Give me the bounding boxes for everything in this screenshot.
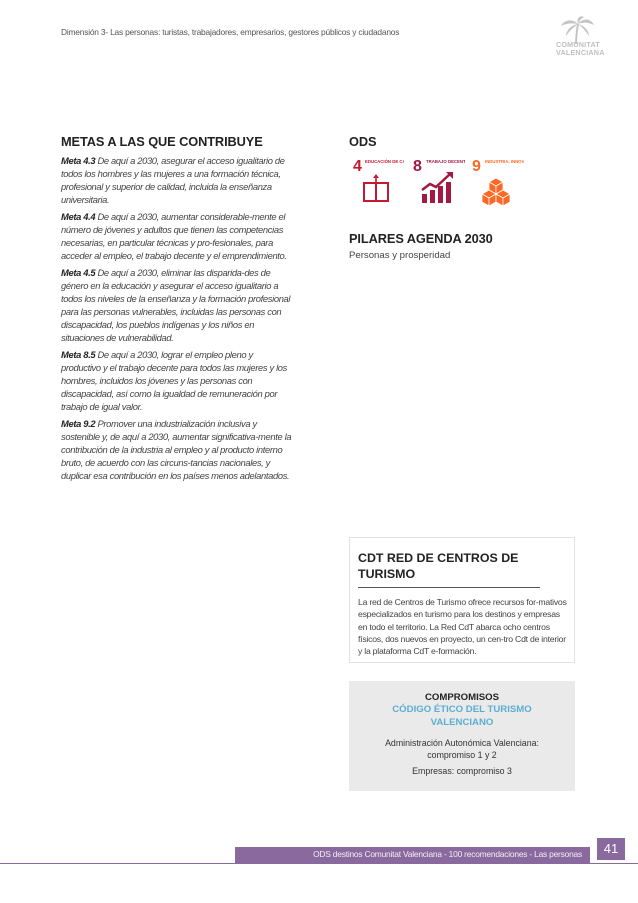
- meta-text: De aquí a 2030, aumentar considerable-mente el número de jóvenes y adultos que tienen las competencias necesarias, en particular técnicas y pro-fesionales, para acceder al empleo, el trabajo decente y el emprendimiento.: [61, 211, 287, 261]
- metas-list: [61, 155, 294, 487]
- cdt-text: La red de Centros de Turismo ofrece recursos for-mativos especializados en turismo para los destinos y empresas en todo el territorio. La Red CdT abarca ocho centros físicos, dos nuevos en proyecto, un cen-tro Cdt de interior y la plataforma CdT e-formación.: [358, 597, 567, 657]
- meta-id: Meta 8.5: [61, 349, 96, 361]
- footer-bar: [235, 847, 590, 863]
- sdg-label: TRABAJO DECENT: [426, 159, 465, 164]
- logo-line-2: VALENCIANA: [556, 48, 605, 57]
- cdt-box: [349, 537, 575, 663]
- sdg-8-tile: [410, 154, 465, 209]
- cdt-title: CDT RED DE CENTROS DE TURISMO: [358, 550, 540, 588]
- sdg-number: 4: [353, 158, 362, 175]
- compromisos-line-1: Administración Autonómica Valenciana: compromiso 1 y 2: [385, 738, 539, 760]
- sdg-9-tile: [469, 154, 524, 209]
- meta-item: [61, 267, 294, 344]
- book-icon: [363, 174, 389, 202]
- cubes-icon: [482, 178, 510, 206]
- page-number: 41: [597, 838, 625, 860]
- meta-id: Meta 4.3: [61, 155, 96, 166]
- meta-text: De aquí a 2030, asegurar el acceso igualitario de todos los hombres y las mujeres a una formación técnica, profesional y superior de calidad, incluida la enseñanza universitaria.: [61, 155, 285, 205]
- compromisos-line-2: Empresas: compromiso 3: [412, 766, 512, 776]
- meta-text: De aquí a 2030, lograr el empleo pleno y productivo y el trabajo decente para todos las mujeres y los hombres, incluidos los jóvenes y las personas con discapacidad, así como la igualdad de remuneración por trabajo de igual valor.: [61, 349, 288, 412]
- ods-title: ODS: [349, 134, 377, 149]
- sdg-label: EDUCACIÓN DE C: [365, 159, 403, 164]
- comunitat-valenciana-logo: [540, 16, 610, 64]
- running-header: Dimensión 3- Las personas: turistas, trabajadores, empresarios, gestores públicos y ciudadanos: [61, 27, 400, 37]
- meta-text: De aquí a 2030, eliminar las disparida-des de género en la educación y asegurar el acceso igualitario a todos los niveles de la enseñanza y la formación profesional para las personas vulnerables, incluidas las personas con discapacidad, los pueblos indígenas y los niños en situaciones de vulnerabilidad.: [61, 267, 291, 343]
- compromisos-title: COMPROMISOS: [424, 692, 500, 703]
- metas-title: METAS A LAS QUE CONTRIBUYE: [61, 134, 263, 149]
- sdg-number: 8: [413, 158, 422, 175]
- footer-rule: [0, 863, 638, 864]
- logo-line-1: COMUNITAT: [556, 40, 600, 49]
- compromisos-subtitle: CÓDIGO ÉTICO DEL TURISMO VALENCIANO: [392, 704, 532, 728]
- compromisos-box: [349, 681, 575, 791]
- meta-item: [61, 418, 294, 483]
- sdg-number: 9: [472, 158, 481, 175]
- meta-id: Meta 4.4: [61, 211, 96, 223]
- pilares-text: Personas y prosperidad: [349, 250, 451, 261]
- sdg-4-tile: [349, 154, 404, 209]
- growth-chart-icon: [422, 172, 453, 203]
- sdg-label: INDUSTRIA, INNOV: [485, 159, 524, 164]
- meta-item: [61, 155, 294, 207]
- pilares-title: PILARES AGENDA 2030: [349, 231, 493, 246]
- meta-id: Meta 9.2: [61, 418, 96, 430]
- footer-text: ODS destinos Comunitat Valenciana - 100 recomendaciones - Las personas: [313, 849, 582, 859]
- meta-item: [61, 349, 294, 414]
- meta-id: Meta 4.5: [61, 267, 96, 279]
- meta-item: [61, 211, 294, 263]
- meta-text: Promover una industrialización inclusiva y sostenible y, de aquí a 2030, aumentar significativa-mente la contribución de la industria al empleo y al producto interno bruto, de acuerdo con las circuns-tancias nacionales, y duplicar esa contribución en los países menos adelantados.: [61, 418, 292, 481]
